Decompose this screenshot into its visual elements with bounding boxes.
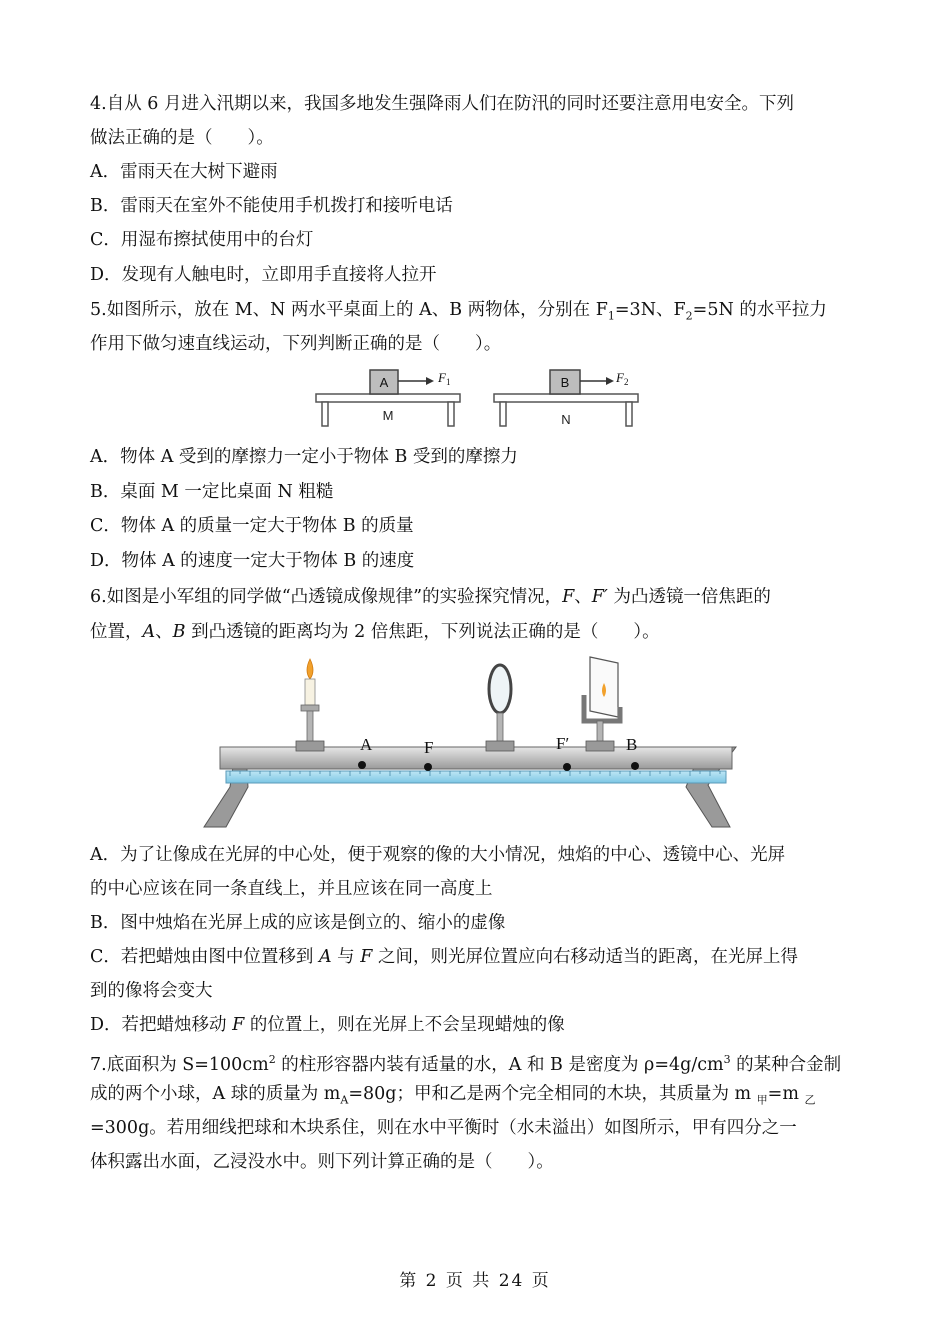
block-b	[550, 370, 580, 394]
q6-option-c-line1	[90, 945, 798, 969]
point-fprime-label: F′	[556, 734, 570, 753]
q6-optc-symbol-f: F	[360, 947, 373, 967]
q6-figure-optical-bench	[200, 655, 745, 830]
q7-stem-line4: 体积露出水面，乙浸没水中。则下列计算正确的是（ ）。	[90, 1152, 554, 1172]
table-m-label: M	[382, 408, 394, 423]
q6-optd-symbol-f: F	[232, 1015, 245, 1035]
point-a-label: A	[360, 735, 373, 754]
q6-option-b: B．图中烛焰在光屏上成的应该是倒立的、缩小的虚像	[90, 913, 506, 933]
q7-sub-yi: 乙	[804, 1093, 816, 1107]
q5-figure-tables	[312, 364, 642, 436]
q6-optc-mid: 与	[331, 947, 361, 967]
q7-subA: A	[340, 1093, 349, 1107]
q5-stem-text-a: 5.如图所示，放在 M、N 两水平桌面上的 A、B 两物体，分别在 F	[90, 300, 608, 320]
q7-text-c: 的某种合金制	[730, 1054, 842, 1075]
point-a-dot	[358, 761, 366, 769]
q6-optc-text-a: C．若把蜡烛由图中位置移到	[90, 947, 319, 967]
block-a	[370, 370, 398, 394]
q4-option-b: B．雷雨天在室外不能使用手机拨打和接听电话	[90, 196, 453, 216]
q7-stem-line2	[90, 1082, 816, 1113]
q7-stem-line3: =300g。若用细线把球和木块系住，则在水中平衡时（水未溢出）如图所示，甲有四分之一	[90, 1118, 797, 1138]
point-f-dot	[424, 763, 432, 771]
q6-stem-line2	[90, 620, 660, 644]
q5-option-d: D．物体 A 的速度一定大于物体 B 的速度	[90, 551, 415, 571]
q6-optd-text-a: D．若把蜡烛移动	[90, 1015, 233, 1035]
q4-stem-line1: 4.自从 6 月进入汛期以来，我国多地发生强降雨人们在防汛的同时还要注意用电安全。下列	[90, 94, 794, 114]
q7-sub-jia: 甲	[756, 1093, 768, 1107]
q6-optc-symbol-a: A	[318, 947, 332, 967]
q5-option-a: A．物体 A 受到的摩擦力一定小于物体 B 受到的摩擦力	[90, 447, 518, 467]
q6-option-a-line2: 的中心应该在同一条直线上，并且应该在同一高度上	[90, 879, 493, 899]
point-b-label: B	[626, 735, 638, 754]
q4-option-d: D．发现有人触电时，立即用手直接将人拉开	[90, 265, 437, 285]
table-n-label: N	[561, 412, 571, 427]
force1-label: $F_1$	[438, 370, 451, 387]
q5-option-b: B．桌面 M 一定比桌面 N 粗糙	[90, 482, 334, 502]
q7-sup1: 2	[268, 1053, 276, 1066]
q5-option-c: C．物体 A 的质量一定大于物体 B 的质量	[90, 516, 414, 536]
q6-symbol-f: F	[562, 587, 575, 607]
q6-option-a-line1: A．为了让像成在光屏的中心处，便于观察的像的大小情况，烛焰的中心、透镜中心、光屏	[90, 845, 786, 865]
q5-stem-text-b: =3N、F	[614, 300, 686, 320]
q5-stem-text-c: =5N 的水平拉力	[692, 300, 827, 320]
q7-text-f: =m	[767, 1084, 805, 1104]
q5-sub2: 2	[685, 309, 693, 323]
q5-stem-line1	[90, 298, 827, 329]
light-screen	[584, 657, 620, 751]
q6-text-b: 为凸透镜一倍焦距的	[607, 587, 771, 607]
q5-stem-line2: 作用下做匀速直线运动，下列判断正确的是（ ）。	[90, 334, 502, 354]
q6-optd-text-b: 的位置上，则在光屏上不会呈现蜡烛的像	[244, 1015, 565, 1035]
q6-sep: 、	[574, 587, 592, 607]
flame-icon	[307, 659, 313, 679]
q4-option-c: C．用湿布擦拭使用中的台灯	[90, 230, 314, 250]
q6-symbol-a: A	[142, 622, 156, 642]
convex-lens	[486, 665, 514, 751]
q6-text-d: 到凸透镜的距离均为 2 倍焦距，下列说法正确的是（ ）。	[185, 622, 660, 642]
q6-option-d	[90, 1013, 565, 1037]
block-b-label: B	[560, 375, 570, 390]
force1-arrowhead	[426, 377, 434, 385]
q6-symbol-fprime: F′	[591, 587, 608, 607]
q5-sub1: 1	[607, 309, 615, 323]
block-a-label: A	[379, 375, 389, 390]
point-b-dot	[631, 762, 639, 770]
q6-optc-text-b: 之间，则光屏位置应向右移动适当的距离，在光屏上得	[372, 947, 798, 967]
point-f-label: F	[424, 738, 434, 757]
candle	[296, 659, 324, 751]
q6-stem-line1	[90, 585, 771, 609]
q4-stem-line2: 做法正确的是（ ）。	[90, 128, 274, 148]
point-fprime-dot	[563, 763, 571, 771]
q6-text-c: 位置，	[90, 622, 143, 642]
q6-text-a: 6.如图是小军组的同学做“凸透镜成像规律”的实验探究情况，	[90, 587, 563, 607]
q6-sep2: 、	[155, 622, 173, 642]
q7-text-e: =80g；甲和乙是两个完全相同的木块，其质量为 m	[348, 1084, 757, 1104]
q7-stem-line1	[90, 1048, 841, 1077]
q7-text-b: 的柱形容器内装有适量的水，A 和 B 是密度为 ρ=4g/cm	[275, 1054, 724, 1075]
q6-symbol-b: B	[172, 622, 186, 642]
q7-text-a: 7.底面积为 S=100cm	[90, 1054, 269, 1075]
force2-label: $F_2$	[616, 370, 629, 387]
q6-option-c-line2: 到的像将会变大	[90, 981, 213, 1001]
q7-sup2: 3	[723, 1053, 731, 1066]
q7-text-d: 成的两个小球，A 球的质量为 m	[90, 1084, 341, 1104]
page-footer: 第 2 页 共 24 页	[399, 1271, 551, 1291]
q4-option-a: A．雷雨天在大树下避雨	[90, 162, 278, 182]
bench-scale	[226, 771, 726, 783]
force2-arrowhead	[606, 377, 614, 385]
